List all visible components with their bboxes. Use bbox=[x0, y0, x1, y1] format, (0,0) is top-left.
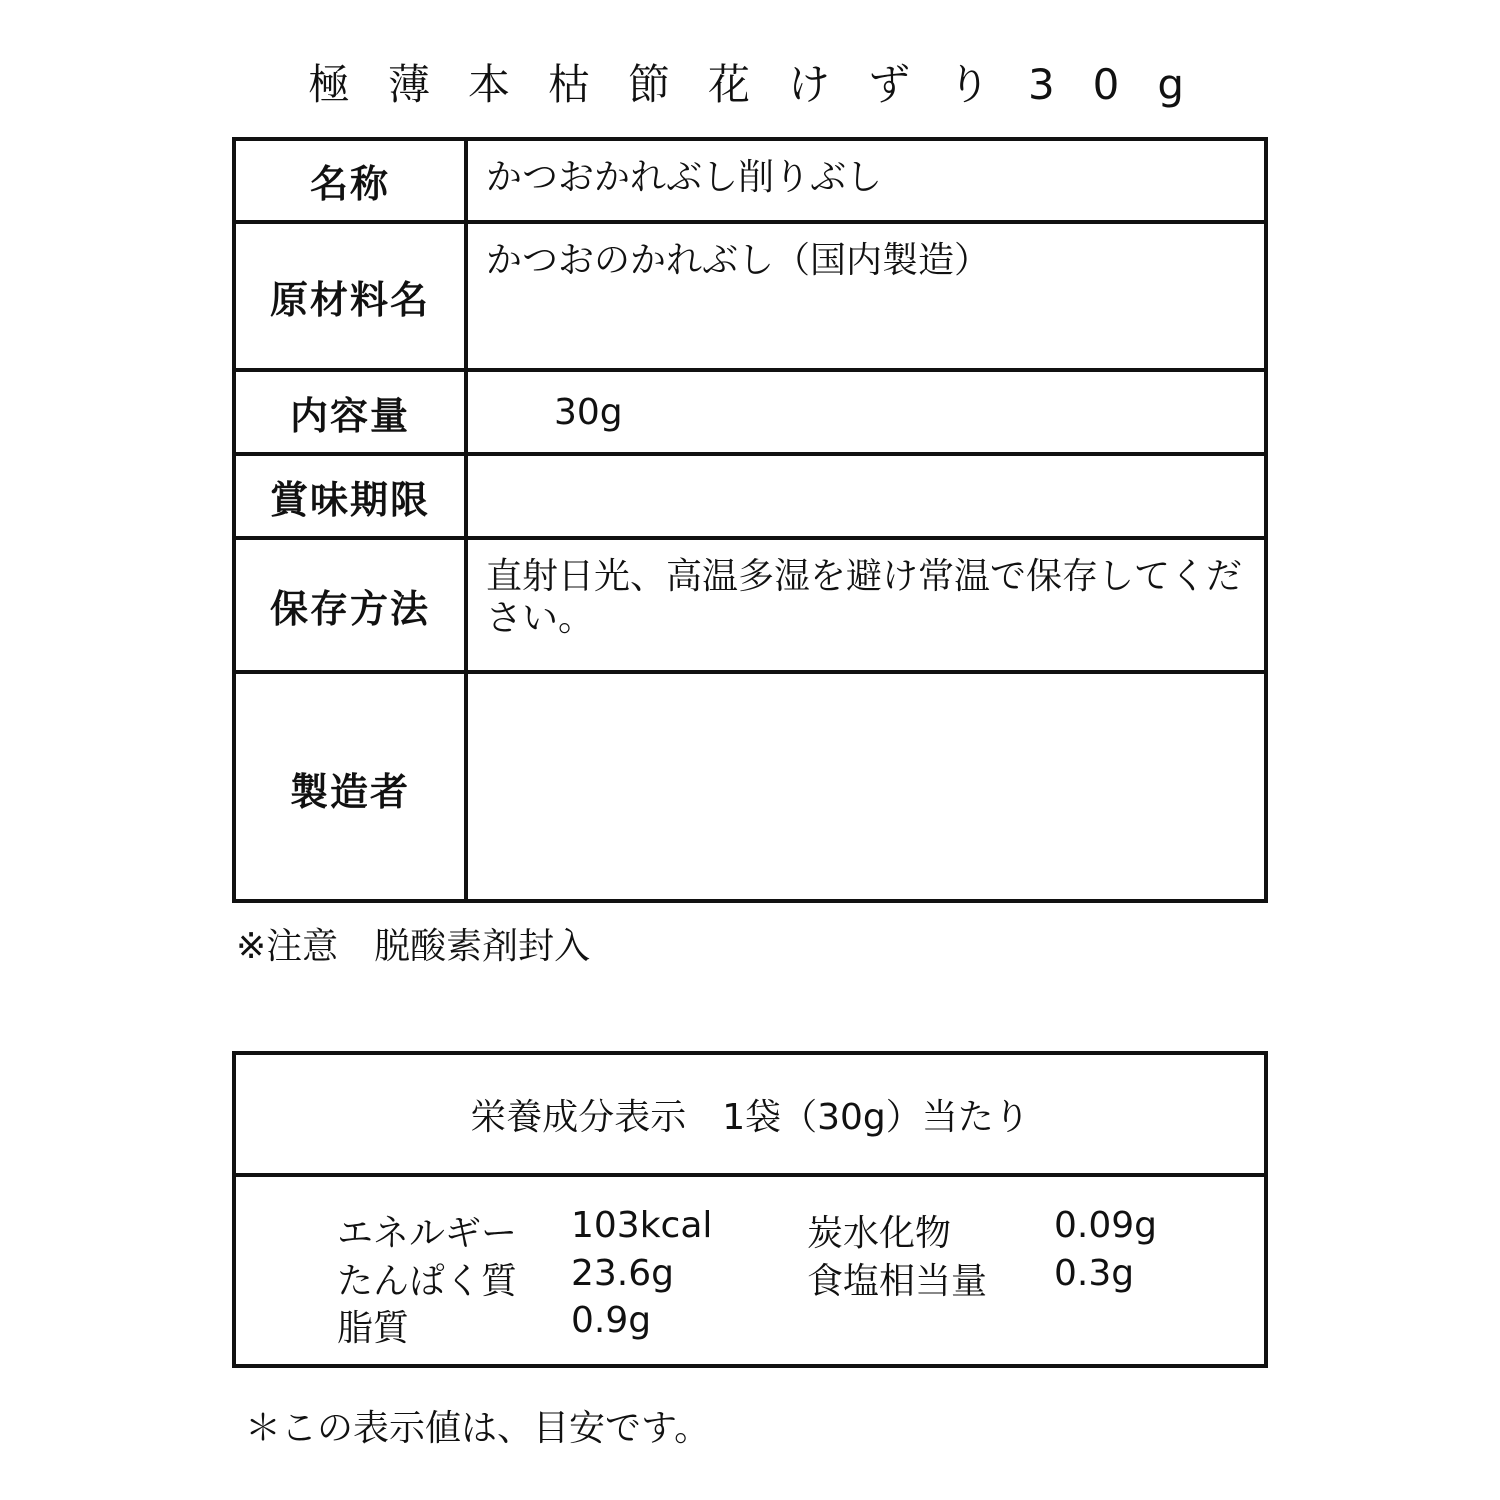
nutrition-value-protein: 23.6g bbox=[571, 1253, 675, 1294]
nutrition-label-fat: 脂質 bbox=[337, 1308, 410, 1349]
label-best-before: 賞味期限 bbox=[236, 456, 468, 536]
value-name: かつおかれぶし削りぶし bbox=[486, 157, 883, 198]
value-content: 30g bbox=[554, 392, 623, 433]
nutrition-label-carbohydrate: 炭水化物 bbox=[807, 1213, 952, 1254]
nutrition-value-salt: 0.3g bbox=[1054, 1253, 1135, 1294]
label-name: 名称 bbox=[236, 141, 468, 220]
value-storage: 直射日光、高温多湿を避け常温で保存してください。 bbox=[486, 556, 1243, 639]
oxygen-absorber-note: ※注意 脱酸素剤封入 bbox=[236, 926, 591, 967]
label-storage: 保存方法 bbox=[236, 540, 468, 670]
row-storage bbox=[236, 540, 1264, 674]
label-content: 内容量 bbox=[236, 372, 468, 452]
product-title: 極薄本枯節花けずり30g bbox=[307, 60, 1223, 109]
footnote: ＊この表示値は、目安です。 bbox=[245, 1408, 711, 1449]
row-name bbox=[236, 141, 1264, 224]
label-ingredients: 原材料名 bbox=[236, 224, 468, 368]
nutrition-value-fat: 0.9g bbox=[571, 1300, 652, 1341]
row-content bbox=[236, 372, 1264, 456]
product-label-table bbox=[232, 137, 1268, 903]
row-ingredients bbox=[236, 224, 1264, 372]
row-manufacturer bbox=[236, 674, 1264, 903]
nutrition-table bbox=[232, 1051, 1268, 1368]
nutrition-value-carbohydrate: 0.09g bbox=[1054, 1205, 1158, 1246]
label-manufacturer: 製造者 bbox=[236, 674, 468, 903]
nutrition-label-energy: エネルギー bbox=[337, 1213, 518, 1254]
nutrition-label-salt: 食塩相当量 bbox=[807, 1261, 988, 1302]
nutrition-header: 栄養成分表示 1袋（30g）当たり bbox=[236, 1055, 1264, 1177]
value-ingredients: かつおのかれぶし（国内製造） bbox=[486, 240, 991, 281]
nutrition-label-protein: たんぱく質 bbox=[337, 1261, 518, 1302]
row-best-before bbox=[236, 456, 1264, 540]
nutrition-value-energy: 103kcal bbox=[571, 1205, 713, 1246]
